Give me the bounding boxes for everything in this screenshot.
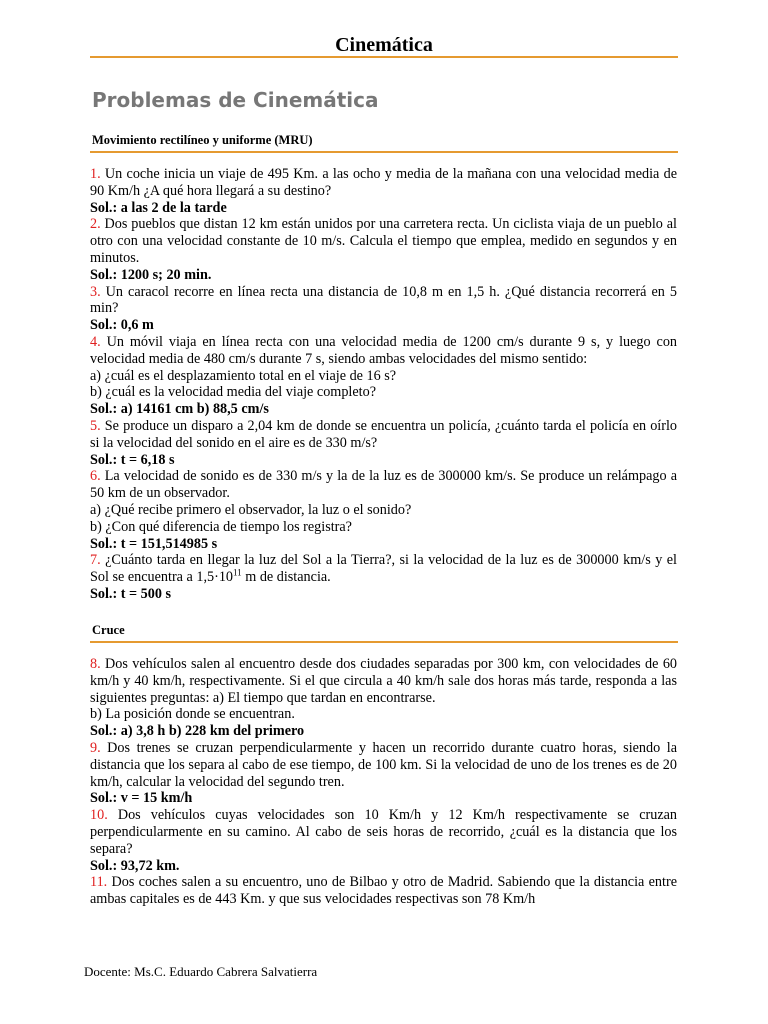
problem-number: 11. <box>90 874 108 891</box>
section-mru-problems <box>90 166 677 603</box>
problem-text: Un coche inicia un viaje de 495 Km. a las ocho y media de la mañana con una velocidad media de 90 Km/h ¿A qué hora llegará a su destino? <box>90 166 677 199</box>
problem-subquestion: b) ¿Con qué diferencia de tiempo los registra? <box>90 518 352 535</box>
problem-solution: Sol.: v = 15 km/h <box>90 790 193 807</box>
problem-number: 2. <box>90 216 101 233</box>
section-title: Cruce <box>92 623 125 637</box>
section-mru-heading <box>90 132 678 153</box>
problem-subquestion: a) ¿Qué recibe primero el observador, la luz o el sonido? <box>90 501 412 518</box>
problem-text: Un caracol recorre en línea recta una distancia de 10,8 m en 1,5 h. ¿Qué distancia recorrerá en 5 min? <box>90 283 678 317</box>
problem-text: Se produce un disparo a 2,04 km de donde se encuentra un policía, ¿cuánto tarda el policía en oírlo si la velocidad del sonido en el aire es de 330 m/s? <box>90 417 678 451</box>
document-title: Problemas de Cinemática <box>92 88 379 112</box>
problem-solution: Sol.: a las 2 de la tarde <box>90 199 227 216</box>
problem-number: 5. <box>90 417 101 434</box>
problem-text: Dos trenes se cruzan perpendicularmente y hacen un recorrido durante cuatro horas, siendo la distancia que los separa al cabo de ese tiempo, de 100 km. Si la velocidad de uno de los trenes es de 20 km/h, calcular la velocidad del segundo tren. <box>90 739 677 790</box>
problem-subquestion: b) ¿cuál es la velocidad media del viaje completo? <box>90 384 376 401</box>
problem-solution: Sol.: 1200 s; 20 min. <box>90 266 212 283</box>
section-divider <box>90 151 678 153</box>
page-footer: Docente: Ms.C. Eduardo Cabrera Salvatierra <box>84 964 318 979</box>
problem-8 <box>90 656 677 740</box>
problem-1 <box>90 166 677 216</box>
problem-subquestion: b) La posición donde se encuentran. <box>90 706 295 723</box>
problem-number: 8. <box>90 656 101 672</box>
problem-number: 7. <box>90 552 101 569</box>
problem-4 <box>90 334 677 418</box>
problem-text: Un móvil viaja en línea recta con una velocidad media de 1200 cm/s durante 9 s, y luego con velocidad media de 480 cm/s durante 7 s, siendo ambas velocidades del mismo sentido: <box>90 333 678 367</box>
problem-text: Dos pueblos que distan 12 km están unidos por una carretera recta. Un ciclista viaja de un pueblo al otro con una velocidad constante de 10 m/s. Calcula el tiempo que emplea, medido en segundos y en minutos. <box>90 216 677 266</box>
problem-number: 1. <box>90 166 101 182</box>
problem-number: 3. <box>90 283 101 300</box>
problem-solution: Sol.: t = 6,18 s <box>90 451 175 468</box>
problem-solution: Sol.: a) 14161 cm b) 88,5 cm/s <box>90 401 269 418</box>
problem-solution: Sol.: a) 3,8 h b) 228 km del primero <box>90 723 305 740</box>
problem-text: Dos vehículos cuyas velocidades son 10 Km/h y 12 Km/h respectivamente se cruzan perpendicularmente en su camino. Al cabo de seis horas de recorrido, ¿cuál es la distancia que los separa? <box>90 807 678 857</box>
problem-2 <box>90 216 677 283</box>
section-cruce-problems <box>90 656 677 908</box>
problem-solution: Sol.: t = 500 s <box>90 585 171 602</box>
problem-11 <box>90 874 677 908</box>
problem-5 <box>90 418 677 468</box>
problem-number: 9. <box>90 739 101 756</box>
problem-7 <box>90 552 677 602</box>
problem-number: 10. <box>90 807 108 824</box>
problem-number: 4. <box>90 333 101 350</box>
problem-text: La velocidad de sonido es de 330 m/s y la de la luz es de 300000 km/s. Se produce un relámpago a 50 km de un observador. <box>90 468 678 502</box>
header-divider <box>90 56 678 58</box>
problem-text: Dos vehículos salen al encuentro desde dos ciudades separadas por 300 km, con velocidades de 60 km/h y 40 km/h, respectivamente. Si el que circula a 40 km/h sale dos horas más tarde, responda a las siguientes preguntas: a) El tiempo que tardan en encontrarse. <box>90 656 678 706</box>
problem-3 <box>90 284 677 334</box>
problem-text-end: m de distancia. <box>241 569 331 586</box>
problem-text: ¿Cuánto tarda en llegar la luz del Sol a la Tierra?, si la velocidad de la luz es de 300000 km/s y el Sol se encuentra a 1,5·10 <box>90 552 677 586</box>
problem-solution: Sol.: 0,6 m <box>90 317 154 334</box>
problem-text: Dos coches salen a su encuentro, uno de Bilbao y otro de Madrid. Sabiendo que la distancia entre ambas capitales es de 443 Km. y que sus velocidades respectivas son 78 Km/h <box>90 874 677 908</box>
problem-solution: Sol.: 93,72 km. <box>90 857 180 874</box>
page-header-title: Cinemática <box>335 34 433 56</box>
exponent: 11 <box>233 567 242 578</box>
section-divider <box>90 641 678 643</box>
problem-10 <box>90 807 677 874</box>
problem-solution: Sol.: t = 151,514985 s <box>90 535 218 552</box>
problem-number: 6. <box>90 468 101 485</box>
section-title: Movimiento rectilíneo y uniforme (MRU) <box>92 133 313 147</box>
problem-6 <box>90 468 677 552</box>
problem-subquestion: a) ¿cuál es el desplazamiento total en el viaje de 16 s? <box>90 367 397 384</box>
problem-9 <box>90 740 677 807</box>
section-cruce-heading <box>90 622 678 643</box>
